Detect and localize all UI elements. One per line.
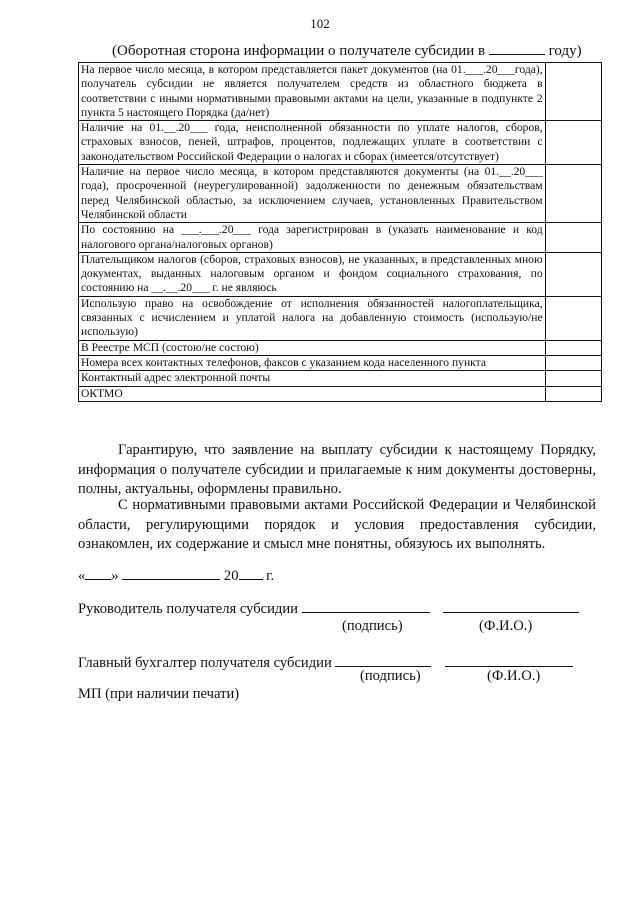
head-name-blank[interactable] (443, 598, 579, 613)
table-row (79, 121, 602, 165)
accountant-name-blank[interactable] (445, 652, 573, 667)
table-row (79, 371, 602, 386)
page-number: 102 (310, 16, 330, 31)
row-question: Использую право на освобождение от исполнения обязанностей налогоплательщика, связанных с исчислением и уплатой налога на добавленную стоимость (использую/не использую) (79, 296, 546, 340)
table-row (79, 63, 602, 121)
date-line (78, 565, 274, 585)
row-question: Наличие на первое число месяца, в котором представляются документы (на 01.__.20___ года), просроченной (неурегулированной) задолженности по денежным обязательствам перед Челябинской областью, за исключением случаев, установленных Правительством Челябинской области (79, 165, 546, 223)
table-row (79, 165, 602, 223)
row-answer-cell[interactable] (545, 386, 601, 401)
row-question: Контактный адрес электронной почты (79, 371, 546, 386)
row-question: По состоянию на ___.___.20___ года зарегистрирован в (указать наименование и код налогового органа/налоговых органов) (79, 223, 546, 253)
row-question: На первое число месяца, в котором представляется пакет документов (на 01.___.20___года), получатель субсидии не является получателем средств из областного бюджета в соответствии с иными нормативными правовыми актами на цели, указанные в подпункте 2 пункта 5 настоящего Порядка (да/нет) (79, 63, 546, 121)
table-row (79, 223, 602, 253)
row-question: Номера всех контактных телефонов, факсов с указанием кода населенного пункта (79, 355, 546, 370)
acknowledgement-paragraph: С нормативными правовыми актами Российской Федерации и Челябинской области, регулирующими порядок и условия предоставления субсидии, ознакомлен, их содержание и смысл мне понятны, обязуюсь их выполнять. (78, 497, 596, 553)
accountant-label: Главный бухгалтер получателя субсидии (78, 655, 332, 671)
accountant-name-caption: (Ф.И.О.) (487, 668, 541, 684)
row-answer-cell[interactable] (545, 63, 601, 121)
head-signature-blank[interactable] (302, 598, 430, 613)
year-blank[interactable] (239, 565, 263, 580)
row-answer-cell[interactable] (545, 355, 601, 370)
year-suffix: г. (266, 568, 275, 584)
row-answer-cell[interactable] (545, 296, 601, 340)
table-row (79, 296, 602, 340)
row-answer-cell[interactable] (545, 252, 601, 296)
year-blank (489, 42, 545, 55)
guarantee-paragraph: Гарантирую, что заявление на выплату субсидии к настоящему Порядку, информация о получателе субсидии и прилагаемые к ним документы достоверны, полны, актуальны, оформлены правильно. (78, 442, 596, 498)
row-answer-cell[interactable] (545, 371, 601, 386)
accountant-signature-blank[interactable] (335, 652, 431, 667)
recipient-info-table (78, 62, 602, 402)
date-open-quote: « (78, 568, 86, 584)
head-signature-line (78, 598, 579, 618)
day-blank[interactable] (85, 565, 111, 580)
month-blank[interactable] (122, 565, 220, 580)
row-question: Наличие на 01.__.20___ года, неисполненной обязанности по уплате налогов, сборов, страховых взносов, пеней, штрафов, процентов, подлежащих уплате в соответствии с законодательством Российской Федерации о налогах и сборах (имеется/отсутствует) (79, 121, 546, 165)
head-signature-caption: (подпись) (342, 618, 403, 634)
caption-text: (Оборотная сторона информации о получателе субсидии в (112, 43, 486, 59)
row-answer-cell[interactable] (545, 223, 601, 253)
row-question: Плательщиком налогов (сборов, страховых взносов), не указанных, в представленных мною документах, выданных налоговым органом и фондом социального страхования, по состоянию на __.__.20___ г. не являюсь (79, 252, 546, 296)
row-answer-cell[interactable] (545, 165, 601, 223)
row-answer-cell[interactable] (545, 340, 601, 355)
table-row (79, 386, 602, 401)
caption-suffix: году) (548, 43, 582, 59)
table-row (79, 252, 602, 296)
table-row (79, 340, 602, 355)
accountant-signature-caption: (подпись) (360, 668, 421, 684)
year-prefix: 20 (223, 568, 239, 584)
table-row (79, 355, 602, 370)
head-label: Руководитель получателя субсидии (78, 601, 298, 617)
row-question: В Реестре МСП (состою/не состою) (79, 340, 546, 355)
stamp-label: МП (при наличии печати) (78, 686, 240, 702)
row-answer-cell[interactable] (545, 121, 601, 165)
form-caption (112, 42, 582, 60)
row-question: ОКТМО (79, 386, 546, 401)
date-close-quote: » (111, 568, 119, 584)
head-name-caption: (Ф.И.О.) (479, 618, 533, 634)
